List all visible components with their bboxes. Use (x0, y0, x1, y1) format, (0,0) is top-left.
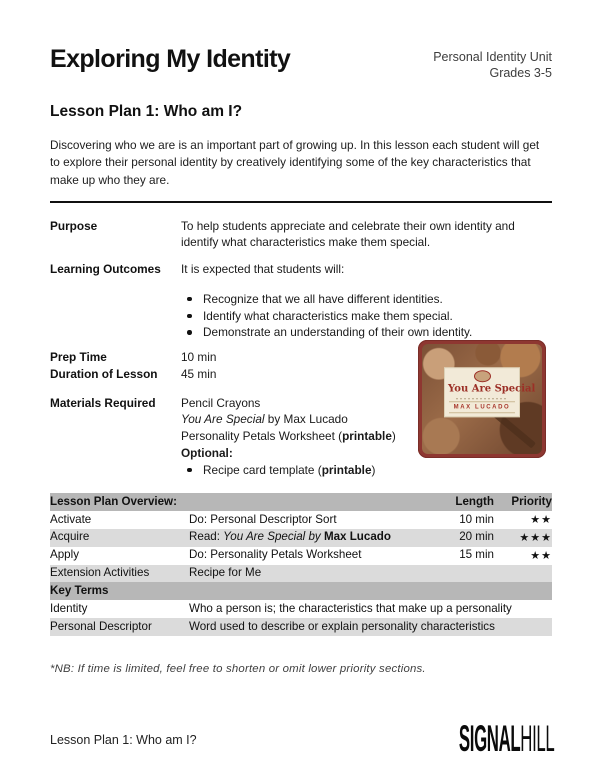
table-row-activate (50, 511, 552, 529)
outcome-item: Demonstrate an understanding of their own identity. (181, 324, 552, 341)
table-row-extension-activities (50, 565, 552, 583)
book-cover-author: MAX LUCADO (449, 401, 515, 413)
priority-column-header: Priority (511, 494, 552, 508)
materials-label: Materials Required (50, 395, 156, 410)
priority-stars: ★★ (530, 514, 552, 527)
book-cover-emblem-icon (474, 371, 491, 383)
page-footer (50, 718, 554, 761)
duration-value: 45 min (181, 366, 217, 381)
document-title: Exploring My Identity (50, 45, 291, 73)
book-cover-label (444, 368, 536, 418)
lesson-title: Lesson Plan 1: Who am I? (50, 102, 243, 120)
book-cover-photo (422, 344, 542, 454)
learning-outcomes-label: Learning Outcomes (50, 262, 161, 277)
table-row-apply (50, 547, 552, 565)
purpose-label: Purpose (50, 218, 98, 233)
activity-description: Do: Personality Petals Worksheet (189, 548, 362, 562)
outcomes-intro: It is expected that students will: (181, 262, 345, 277)
material-item: You Are Special by Max Lucado (181, 412, 348, 427)
length-column-header: Length (455, 494, 494, 508)
materials-content (181, 395, 421, 479)
unit-name: Personal Identity Unit (433, 50, 552, 64)
activity-length: 10 min (459, 512, 494, 526)
activity-name: Acquire (50, 530, 90, 544)
learning-outcomes-content (181, 261, 552, 341)
footer-page-label: Lesson Plan 1: Who am I? (50, 733, 197, 747)
page-header (50, 46, 552, 82)
key-term: Personal Descriptor (50, 619, 152, 633)
priority-stars: ★★ (530, 549, 552, 562)
signalhill-logo: SIGNALHILL (458, 718, 554, 761)
material-item: Personality Petals Worksheet (printable) (181, 429, 396, 444)
material-item: Recipe card template (printable) (181, 462, 421, 479)
learning-outcomes-row (50, 261, 552, 341)
outcome-item: Identify what characteristics make them special. (181, 308, 552, 325)
activity-length: 15 min (459, 548, 494, 562)
activity-description: Read: You Are Special by Max Lucado (189, 530, 391, 544)
activity-name: Extension Activities (50, 566, 150, 580)
priority-stars: ★★★ (519, 531, 552, 544)
lesson-plan-overview-table (50, 493, 552, 636)
outcome-item: Recognize that we all have different identities. (181, 291, 552, 308)
key-term-definition: Word used to describe or explain personality characteristics (189, 619, 495, 633)
book-cover-image (418, 340, 546, 458)
key-terms-header-row (50, 582, 552, 600)
activity-length: 20 min (459, 530, 494, 544)
section-divider (50, 201, 552, 203)
overview-header-row (50, 493, 552, 511)
outcomes-list (181, 291, 552, 341)
key-terms-title: Key Terms (50, 583, 109, 597)
key-term-row (50, 600, 552, 618)
optional-materials-list (181, 462, 421, 479)
key-term: Identity (50, 601, 88, 615)
book-cover-title: You Are Special (448, 383, 536, 395)
optional-label: Optional: (181, 445, 233, 460)
activity-description: Recipe for Me (189, 566, 262, 580)
unit-info (433, 46, 552, 82)
prep-time-value: 10 min (181, 350, 217, 365)
purpose-row (50, 218, 552, 252)
purpose-text: To help students appreciate and celebrate their own identity and identify what characteristics make them special. (181, 218, 515, 250)
material-item: Pencil Crayons (181, 395, 261, 410)
duration-label: Duration of Lesson (50, 366, 158, 381)
grade-range: Grades 3-5 (489, 66, 552, 81)
overview-title: Lesson Plan Overview: (50, 494, 177, 508)
prep-time-label: Prep Time (50, 350, 107, 365)
key-term-row (50, 618, 552, 636)
activity-name: Activate (50, 512, 92, 526)
activity-name: Apply (50, 548, 80, 562)
activity-description: Do: Personal Descriptor Sort (189, 512, 337, 526)
key-term-definition: Who a person is; the characteristics that make up a personality (189, 601, 512, 615)
table-row-acquire (50, 529, 552, 547)
nb-footnote: *NB: If time is limited, feel free to shorten or omit lower priority sections. (50, 662, 426, 675)
intro-paragraph: Discovering who we are is an important part of growing up. In this lesson each student will get to explore their personal identity by creatively identifying some of the key characteristics that make up who they are. (50, 137, 540, 187)
book-cover-subtitle-line (456, 398, 508, 399)
